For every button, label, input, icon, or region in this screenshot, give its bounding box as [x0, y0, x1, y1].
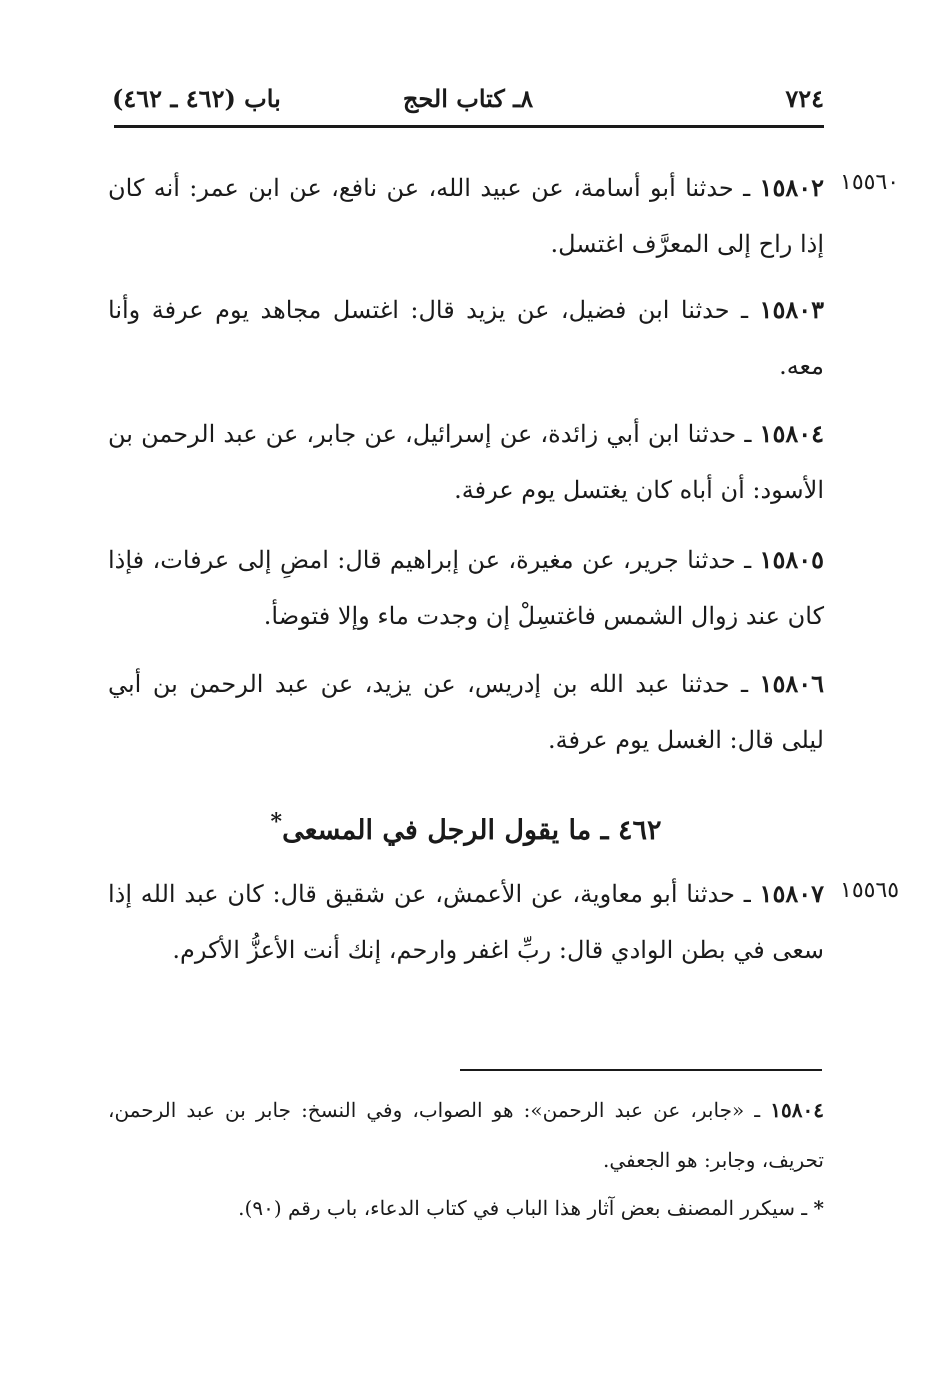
section-title: [108, 792, 824, 861]
hadith-text: ـ حدثنا جرير، عن مغيرة، عن إبراهيم قال: امضِ إلى عرفات، فإذا كان عند زوال الشمس فاغتسِلْ إن وجدت ماء وإلا فتوضأ.: [108, 546, 824, 630]
hadith-text: ـ حدثنا ابن أبي زائدة، عن إسرائيل، عن جابر، عن عبد الرحمن بن الأسود: أن أباه كان يغتسل يوم عرفة.: [108, 420, 824, 504]
hadith-text: ـ حدثنا ابن فضيل، عن يزيد قال: اغتسل مجاهد يوم عرفة وأنا معه.: [108, 296, 824, 380]
page-number: ٧٢٤: [785, 84, 824, 113]
footnote-marker: *: [813, 1196, 824, 1220]
header-rule: [114, 125, 824, 128]
footnote-number: ١٥٨٠٤: [770, 1098, 824, 1122]
hadith-number: ١٥٨٠٧: [759, 879, 824, 908]
footnote-marker: *: [270, 809, 283, 835]
hadith-number: ١٥٨٠٥: [759, 545, 824, 574]
hadith-number: ١٥٨٠٢: [759, 173, 824, 202]
hadith-number: ١٥٨٠٤: [759, 419, 824, 448]
hadith-number: ١٥٨٠٦: [759, 669, 824, 698]
footnote-text: ـ «جابر، عن عبد الرحمن»: هو الصواب، وفي النسخ: جابر بن عبد الرحمن، تحريف، وجابر: هو الجعفي.: [108, 1098, 824, 1172]
page-header: [112, 84, 824, 120]
hadith-paragraph: [108, 532, 824, 644]
hadith-text: ـ حدثنا عبد الله بن إدريس، عن يزيد، عن عبد الرحمن بن أبي ليلى قال: الغسل يوم عرفة.: [108, 670, 824, 754]
footnote: [108, 1183, 824, 1233]
hadith-paragraph: [108, 282, 824, 394]
hadith-paragraph: [108, 656, 824, 768]
margin-number: ١٥٥٦٥: [840, 878, 900, 903]
margin-number: ١٥٥٦٠: [840, 170, 900, 195]
hadith-text: ـ حدثنا أبو أسامة، عن عبيد الله، عن نافع، عن ابن عمر: أنه كان إذا راح إلى المعرَّف اغتسل.: [108, 174, 824, 258]
footnote: [108, 1085, 824, 1185]
hadith-paragraph: [108, 866, 824, 978]
section-title-text: ٤٦٢ ـ ما يقول الرجل في المسعى: [282, 815, 662, 846]
hadith-paragraph: [108, 406, 824, 518]
hadith-number: ١٥٨٠٣: [759, 295, 824, 324]
footnote-rule: [460, 1069, 822, 1071]
chapter-range: باب (٤٦٢ ـ ٤٦٢): [112, 84, 281, 113]
hadith-paragraph: [108, 160, 824, 272]
hadith-text: ـ حدثنا أبو معاوية، عن الأعمش، عن شقيق قال: كان عبد الله إذا سعى في بطن الوادي قال: ربِّ اغفر وارحم، إنك أنت الأعزُّ الأكرم.: [108, 880, 824, 964]
book-title: ٨ـ كتاب الحج: [402, 84, 534, 113]
footnote-text: ـ سيكرر المصنف بعض آثار هذا الباب في كتاب الدعاء، باب رقم (٩٠).: [238, 1196, 814, 1220]
